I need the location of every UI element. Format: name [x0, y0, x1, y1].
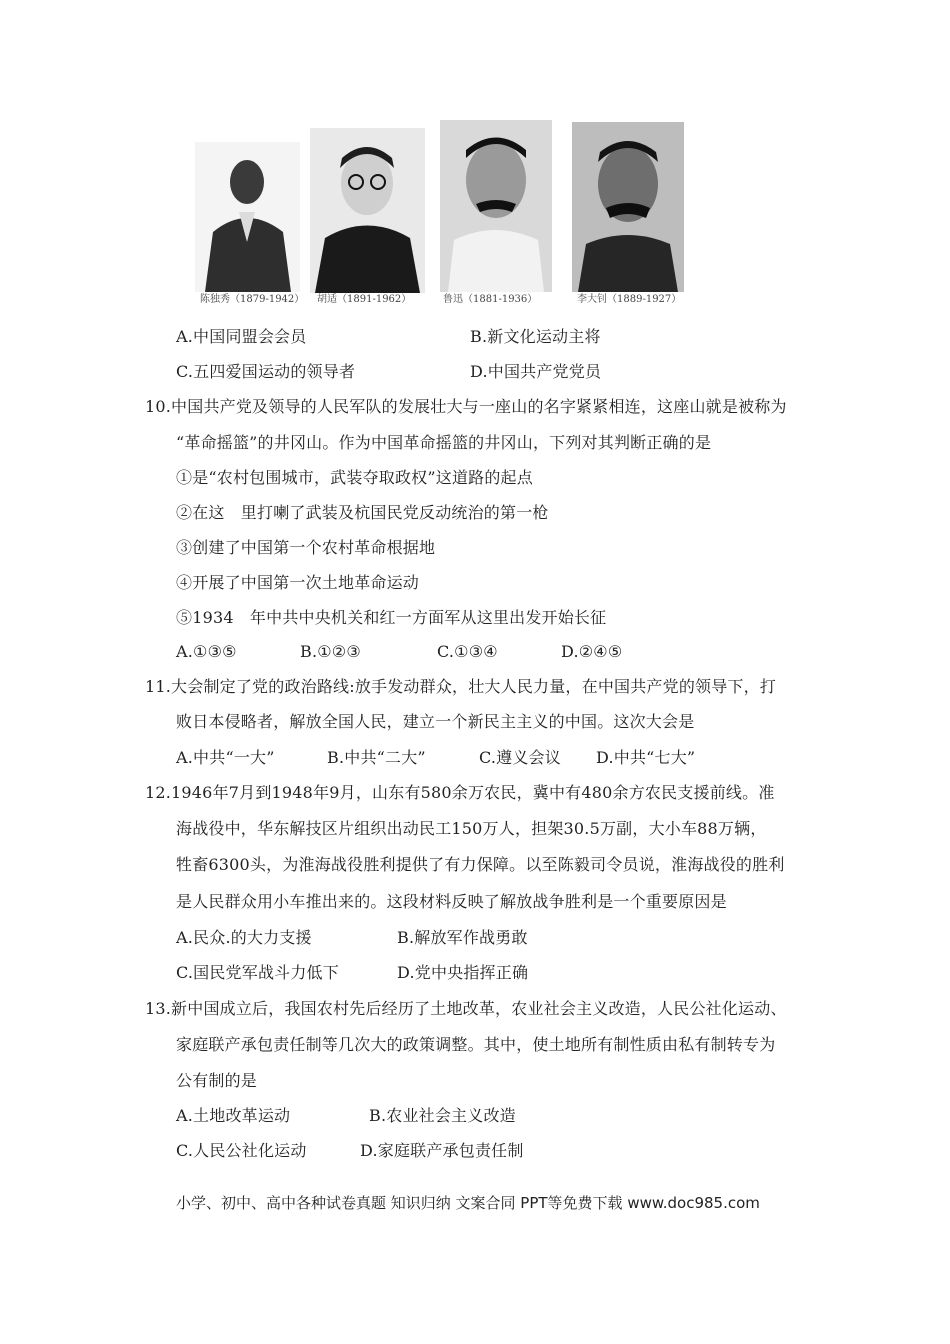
- q10-item-2: ②在这 里打喇了武装及杭国民党反动统治的第一枪: [176, 503, 549, 522]
- q9-option-d: D.中国共产党党员: [470, 362, 602, 381]
- q13-option-d: D.家庭联产承包责任制: [360, 1141, 524, 1160]
- q10-option-b: B.①②③: [300, 642, 361, 661]
- q12-option-b: B.解放军作战勇敢: [397, 928, 528, 947]
- q11-option-a: A.中共“一大”: [176, 748, 275, 767]
- q10-stem-line-1: 10.中国共产党及领导的人民军队的发展壮大与一座山的名字紧紧相连，这座山就是被称为: [145, 397, 787, 416]
- portrait-hu-shi: [310, 128, 425, 293]
- q12-option-d: D.党中央指挥正确: [397, 963, 529, 982]
- q10-option-d: D.②④⑤: [561, 642, 623, 661]
- q12-stem-line-1: 12.1946年7月到1948年9月，山东有580余万农民，冀中有480余方农民支援前线。准: [145, 783, 775, 802]
- q12-stem-line-4: 是人民群众用小车推出来的。这段材料反映了解放战争胜利是一个重要原因是: [176, 892, 727, 911]
- caption-li-dazhao: 李大钊（1889-1927）: [577, 294, 682, 305]
- q13-option-a: A.土地改革运动: [176, 1106, 291, 1125]
- q12-option-a: A.民众.的大力支援: [176, 928, 312, 947]
- q10-option-a: A.①③⑤: [176, 642, 237, 661]
- caption-lu-xun: 鲁迅（1881-1936）: [443, 294, 538, 305]
- q9-option-b: B.新文化运动主将: [470, 327, 601, 346]
- q10-item-3: ③创建了中国第一个农村革命根据地: [176, 538, 436, 557]
- q13-option-c: C.人民公社化运动: [176, 1141, 307, 1160]
- portrait-figure: [195, 120, 695, 310]
- q10-item-4: ④开展了中国第一次土地革命运动: [176, 573, 420, 592]
- portrait-lu-xun: [440, 120, 552, 292]
- q9-option-c: C.五四爱国运动的领导者: [176, 362, 356, 381]
- q11-stem-line-1: 11.大会制定了党的政治路线:放手发动群众，壮大人民力量，在中国共产党的领导下，打: [145, 677, 777, 696]
- q9-option-a: A.中国同盟会会员: [176, 327, 307, 346]
- q12-stem-line-2: 海战役中，华东解技区片组织出动民工150万人，担架30.5万副，大小车88万辆，: [176, 819, 767, 838]
- q11-option-b: B.中共“二大”: [327, 748, 426, 767]
- q13-stem-line-3: 公有制的是: [176, 1071, 258, 1090]
- q10-item-5: ⑤1934 年中共中央机关和红一方面军从这里出发开始长征: [176, 608, 607, 627]
- q10-stem-line-2: “革命摇篮”的井冈山。作为中国革命摇篮的井冈山，下列对其判断正确的是: [176, 433, 712, 452]
- footer-text: 小学、初中、高中各种试卷真题 知识归纳 文案合同 PPT等免费下载 www.doc985.com: [176, 1194, 760, 1212]
- caption-hu-shi: 胡适（1891-1962）: [317, 294, 412, 305]
- q11-option-d: D.中共“七大”: [596, 748, 696, 767]
- q10-item-1: ①是“农村包围城市，武装夺取政权”这道路的起点: [176, 468, 533, 487]
- q11-stem-line-2: 败日本侵略者，解放全国人民，建立一个新民主主义的中国。这次大会是: [176, 712, 695, 731]
- q12-option-c: C.国民党军战斗力低下: [176, 963, 339, 982]
- caption-chen-duxiu: 陈独秀（1879-1942）: [200, 294, 305, 305]
- portrait-li-dazhao: [572, 122, 684, 292]
- q13-option-b: B.农业社会主义改造: [369, 1106, 516, 1125]
- q10-option-c: C.①③④: [437, 642, 498, 661]
- portrait-chen-duxiu: [195, 142, 300, 292]
- q13-stem-line-2: 家庭联产承包责任制等几次大的政策调整。其中，使土地所有制性质由私有制转专为: [176, 1035, 776, 1054]
- q12-stem-line-3: 牲畜6300头，为淮海战役胜利提供了有力保障。以至陈毅司令员说，淮海战役的胜利: [176, 855, 785, 874]
- q11-option-c: C.遵义会议: [479, 748, 561, 767]
- q13-stem-line-1: 13.新中国成立后，我国农村先后经历了土地改革，农业社会主义改造，人民公社化运动、: [145, 999, 787, 1018]
